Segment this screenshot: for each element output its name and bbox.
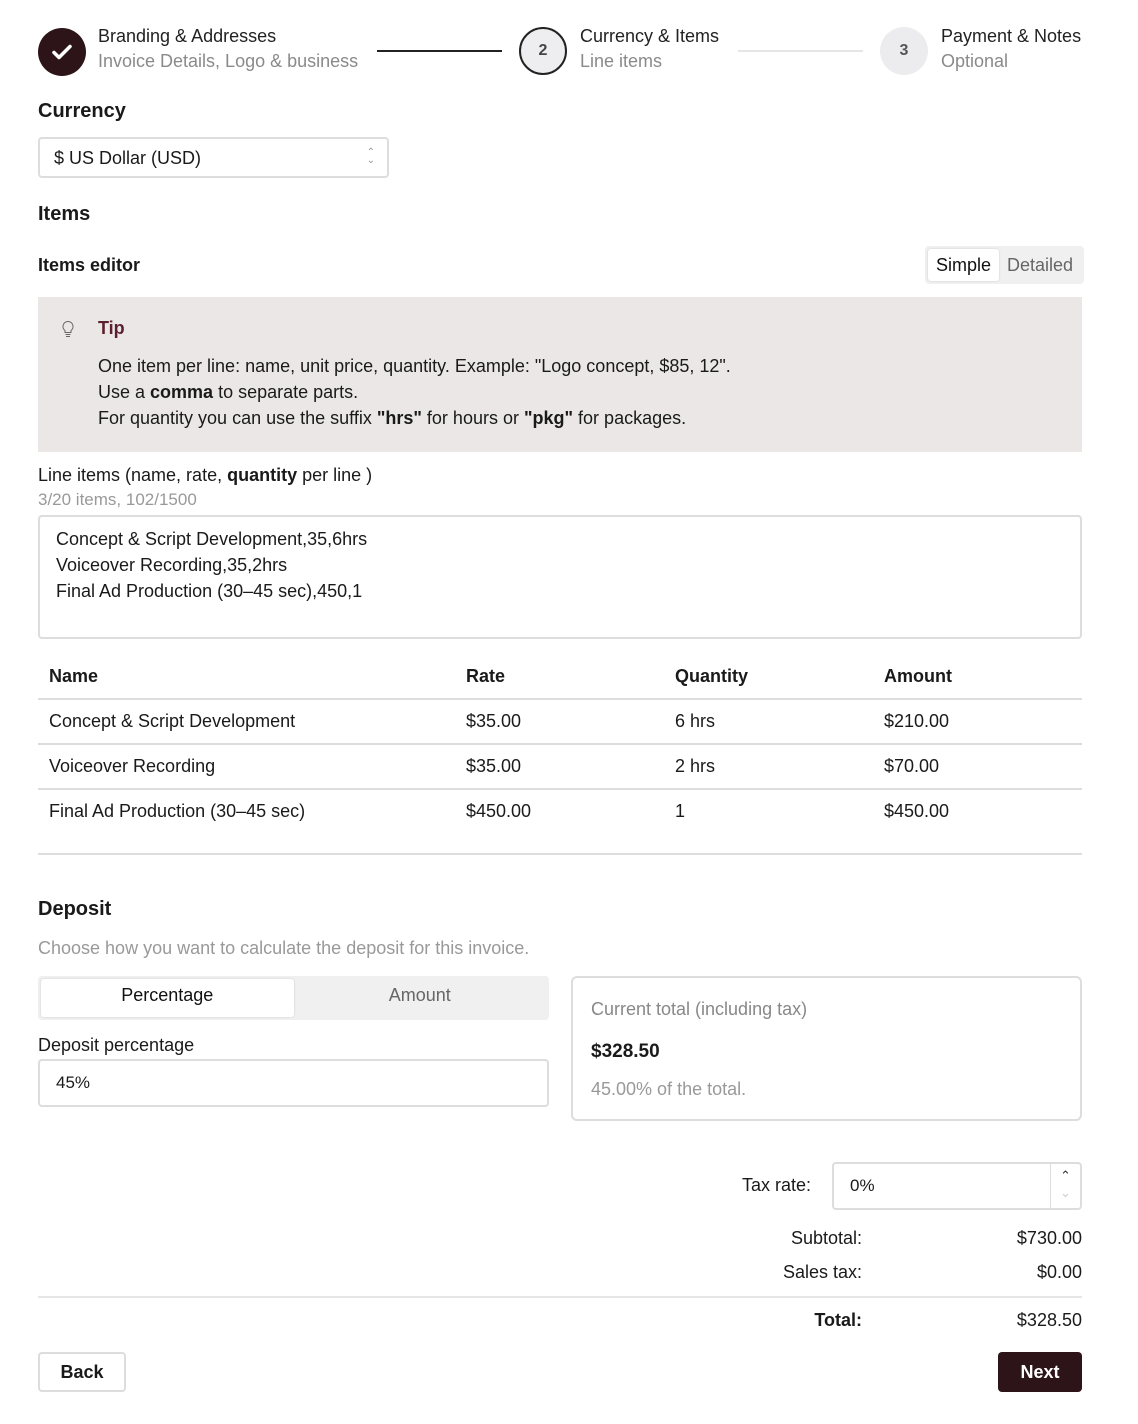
cell-quantity: 1 [675, 801, 686, 821]
next-button[interactable]: Next [998, 1352, 1082, 1392]
cell-amount: $450.00 [884, 801, 950, 821]
divider [38, 853, 1082, 855]
deposit-percentage-tab[interactable]: Percentage [41, 979, 294, 1017]
table-row [38, 744, 1082, 789]
col-quantity: Quantity [664, 655, 873, 699]
cell-quantity: 6 hrs [664, 699, 873, 744]
cell-quantity: 2 hrs [664, 744, 873, 789]
deposit-percentage-input[interactable] [38, 1059, 549, 1107]
chevron-up-icon[interactable]: ⌃ [1060, 1168, 1071, 1183]
tip-box [38, 297, 1082, 452]
subtotal-value: $730.00 [1016, 1228, 1082, 1248]
tip-line-3: For quantity you can use the suffix "hrs" for hours or "pkg" for packages. [98, 408, 687, 428]
editor-mode-toggle [925, 246, 1084, 284]
items-heading: Items [38, 203, 91, 225]
table-row [38, 789, 1082, 833]
step-2-number: 2 [519, 27, 567, 75]
chevron-down-icon[interactable]: ⌄ [1060, 1185, 1071, 1200]
summary-note: 45.00% of the total. [591, 1079, 747, 1099]
cell-rate: $35.00 [455, 699, 664, 744]
step-subtitle: Optional [941, 51, 1009, 71]
col-amount: Amount [873, 655, 1082, 699]
deposit-percentage-label: Deposit percentage [38, 1035, 195, 1055]
summary-amount: $328.50 [591, 1041, 660, 1062]
step-title: Currency & Items [580, 26, 720, 46]
step-2[interactable] [580, 26, 719, 72]
col-name: Name [38, 655, 455, 699]
step-title: Branding & Addresses [98, 26, 277, 46]
cell-rate: $35.00 [455, 744, 664, 789]
currency-heading: Currency [38, 100, 126, 122]
tax-rate-label: Tax rate: [742, 1175, 812, 1195]
cell-name: Final Ad Production (30–45 sec) [49, 801, 306, 821]
tip-line-1: One item per line: name, unit price, quantity. Example: "Logo concept, $85, 12". [98, 356, 731, 376]
step-1-check-icon [38, 28, 86, 76]
cell-name: Voiceover Recording [38, 744, 455, 789]
step-connector [738, 50, 863, 52]
step-title: Payment & Notes [941, 26, 1082, 46]
currency-select[interactable] [38, 137, 389, 178]
sales-tax-value: $0.00 [1036, 1262, 1082, 1282]
deposit-amount-tab[interactable]: Amount [388, 985, 451, 1005]
col-rate: Rate [455, 655, 664, 699]
step-subtitle: Line items [580, 51, 663, 71]
table-row [38, 699, 1082, 744]
step-subtitle: Invoice Details, Logo & business [98, 51, 359, 71]
step-1[interactable] [98, 26, 358, 72]
currency-value: $ US Dollar (USD) [54, 148, 202, 168]
mode-detailed-tab[interactable]: Detailed [1007, 255, 1074, 275]
cell-rate: $450.00 [466, 801, 532, 821]
tax-rate-value: 0% [850, 1176, 875, 1195]
line-items-counter: 3/20 items, 102/1500 [38, 490, 197, 509]
tip-title: Tip [98, 318, 125, 338]
total-label: Total: [814, 1310, 862, 1330]
deposit-heading: Deposit [38, 898, 112, 920]
cell-name: Concept & Script Development [38, 699, 455, 744]
divider [38, 1296, 1082, 1298]
back-button[interactable]: Back [38, 1352, 126, 1392]
total-value: $328.50 [1016, 1310, 1082, 1330]
step-connector [377, 50, 502, 52]
deposit-summary-card [571, 976, 1082, 1121]
mode-simple-tab[interactable]: Simple [928, 249, 999, 281]
tip-line-2: Use a comma to separate parts. [98, 382, 359, 402]
line-items-textarea[interactable] [38, 515, 1082, 639]
items-editor-label: Items editor [38, 255, 141, 275]
deposit-mode-toggle [38, 976, 549, 1020]
step-3-number: 3 [880, 27, 928, 75]
items-table [38, 655, 1082, 833]
deposit-description: Choose how you want to calculate the deposit for this invoice. [38, 938, 530, 958]
cell-amount: $210.00 [873, 699, 1082, 744]
subtotal-label: Subtotal: [790, 1228, 862, 1248]
select-updown-icon: ⌃ ⌄ [366, 147, 375, 166]
lightbulb-icon [61, 320, 75, 338]
step-3[interactable] [941, 26, 1081, 72]
sales-tax-label: Sales tax: [782, 1262, 862, 1282]
tax-rate-stepper[interactable] [1050, 1164, 1080, 1208]
summary-label: Current total (including tax) [591, 999, 808, 1019]
line-items-label: Line items (name, rate, quantity per line ) [38, 465, 373, 485]
tax-rate-input[interactable] [832, 1162, 1082, 1210]
deposit-percentage-value: 45% [56, 1073, 91, 1092]
cell-amount: $70.00 [873, 744, 1082, 789]
